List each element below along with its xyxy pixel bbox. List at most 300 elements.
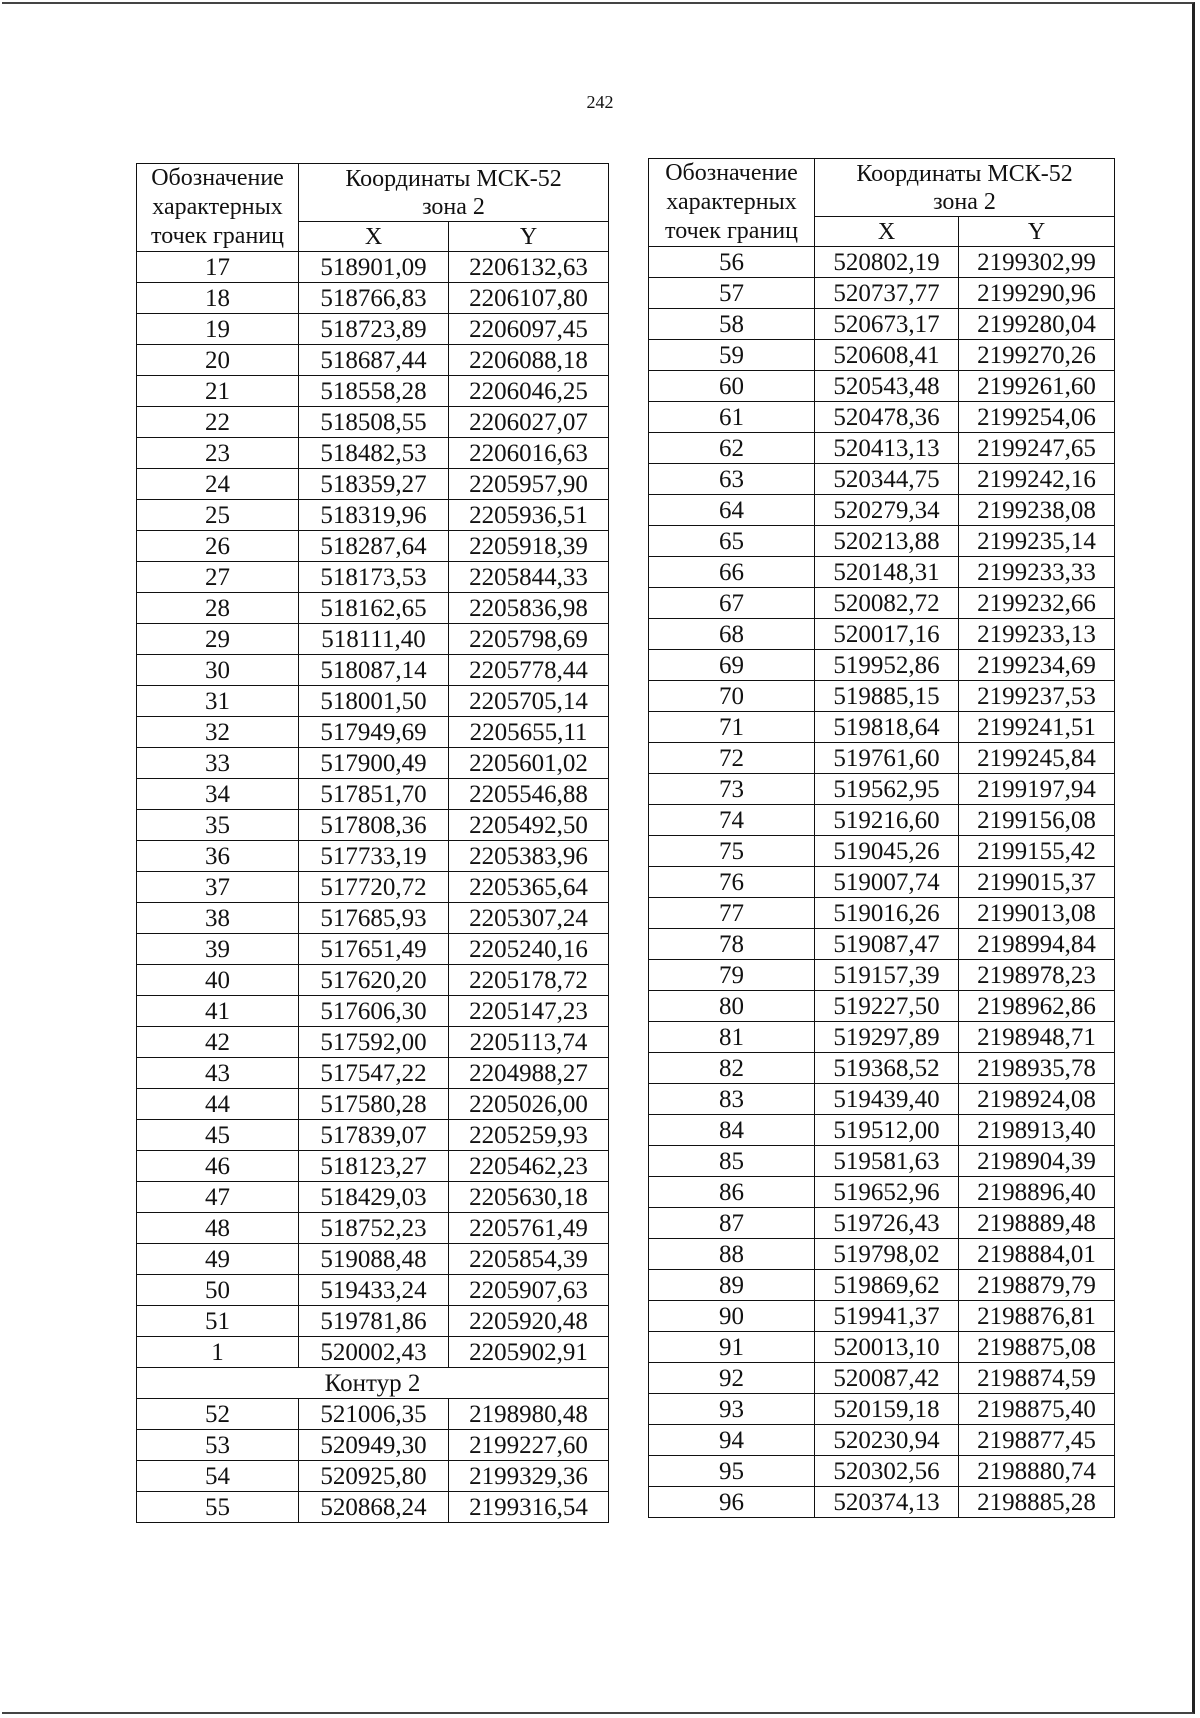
x-coordinate-cell: 519087,47	[815, 929, 959, 960]
table-row	[649, 1270, 1115, 1301]
table-row	[137, 1244, 609, 1275]
y-coordinate-cell: 2199234,69	[959, 650, 1115, 681]
point-id-cell: 77	[649, 898, 815, 929]
table-row	[137, 252, 609, 283]
x-coordinate-cell: 518162,65	[299, 593, 449, 624]
x-coordinate-cell: 520344,75	[815, 464, 959, 495]
y-coordinate-cell: 2198935,78	[959, 1053, 1115, 1084]
point-id-cell: 83	[649, 1084, 815, 1115]
x-coordinate-cell: 520002,43	[299, 1337, 449, 1368]
y-coordinate-cell: 2205778,44	[449, 655, 609, 686]
x-coordinate-cell: 519781,86	[299, 1306, 449, 1337]
table-row	[649, 805, 1115, 836]
table-row	[649, 1239, 1115, 1270]
table-row	[649, 1053, 1115, 1084]
table-row	[649, 464, 1115, 495]
point-id-cell: 32	[137, 717, 299, 748]
y-coordinate-cell: 2198889,48	[959, 1208, 1115, 1239]
table-row	[137, 965, 609, 996]
x-coordinate-cell: 518123,27	[299, 1151, 449, 1182]
point-id-cell: 54	[137, 1461, 299, 1492]
y-coordinate-cell: 2205920,48	[449, 1306, 609, 1337]
table-row	[649, 526, 1115, 557]
table-row	[137, 1213, 609, 1244]
x-coordinate-cell: 519562,95	[815, 774, 959, 805]
y-coordinate-cell: 2199013,08	[959, 898, 1115, 929]
x-coordinate-cell: 520230,94	[815, 1425, 959, 1456]
point-id-cell: 85	[649, 1146, 815, 1177]
table-row	[137, 779, 609, 810]
y-coordinate-cell: 2199237,53	[959, 681, 1115, 712]
x-coordinate-cell: 519941,37	[815, 1301, 959, 1332]
y-coordinate-cell: 2205601,02	[449, 748, 609, 779]
table-row	[137, 934, 609, 965]
y-coordinate-cell: 2205655,11	[449, 717, 609, 748]
table-row	[137, 717, 609, 748]
y-coordinate-cell: 2199280,04	[959, 309, 1115, 340]
point-id-cell: 95	[649, 1456, 815, 1487]
y-coordinate-cell: 2205492,50	[449, 810, 609, 841]
point-id-cell: 70	[649, 681, 815, 712]
y-coordinate-cell: 2205844,33	[449, 562, 609, 593]
point-id-cell: 40	[137, 965, 299, 996]
point-id-cell: 41	[137, 996, 299, 1027]
table-row	[137, 1182, 609, 1213]
table-row	[649, 278, 1115, 309]
x-coordinate-cell: 518901,09	[299, 252, 449, 283]
point-id-cell: 51	[137, 1306, 299, 1337]
point-id-cell: 18	[137, 283, 299, 314]
point-id-cell: 27	[137, 562, 299, 593]
point-id-cell: 38	[137, 903, 299, 934]
point-id-cell: 84	[649, 1115, 815, 1146]
y-coordinate-cell: 2205705,14	[449, 686, 609, 717]
point-id-cell: 21	[137, 376, 299, 407]
x-coordinate-cell: 517808,36	[299, 810, 449, 841]
table-row	[137, 624, 609, 655]
y-coordinate-cell: 2206088,18	[449, 345, 609, 376]
x-coordinate-cell: 519581,63	[815, 1146, 959, 1177]
x-coordinate-cell: 519652,96	[815, 1177, 959, 1208]
point-id-cell: 28	[137, 593, 299, 624]
y-coordinate-cell: 2205240,16	[449, 934, 609, 965]
table-row	[137, 531, 609, 562]
y-coordinate-cell: 2205918,39	[449, 531, 609, 562]
x-coordinate-cell: 517580,28	[299, 1089, 449, 1120]
x-coordinate-cell: 519045,26	[815, 836, 959, 867]
x-coordinate-cell: 520148,31	[815, 557, 959, 588]
table-row	[649, 371, 1115, 402]
table-row	[649, 1487, 1115, 1518]
x-coordinate-cell: 518723,89	[299, 314, 449, 345]
table-row	[137, 1306, 609, 1337]
table-row	[649, 650, 1115, 681]
table-row	[137, 810, 609, 841]
x-coordinate-cell: 520159,18	[815, 1394, 959, 1425]
header-coordinates: Координаты МСК-52 зона 2	[815, 159, 1115, 217]
y-coordinate-cell: 2198875,08	[959, 1332, 1115, 1363]
point-id-cell: 60	[649, 371, 815, 402]
point-id-cell: 74	[649, 805, 815, 836]
point-id-cell: 1	[137, 1337, 299, 1368]
x-coordinate-cell: 517606,30	[299, 996, 449, 1027]
y-coordinate-cell: 2205383,96	[449, 841, 609, 872]
point-id-cell: 75	[649, 836, 815, 867]
y-coordinate-cell: 2198874,59	[959, 1363, 1115, 1394]
y-coordinate-cell: 2199241,51	[959, 712, 1115, 743]
point-id-cell: 62	[649, 433, 815, 464]
point-id-cell: 56	[649, 247, 815, 278]
x-coordinate-cell: 518482,53	[299, 438, 449, 469]
point-id-cell: 96	[649, 1487, 815, 1518]
y-coordinate-cell: 2199329,36	[449, 1461, 609, 1492]
table-row	[649, 712, 1115, 743]
point-id-cell: 80	[649, 991, 815, 1022]
table-row	[649, 1177, 1115, 1208]
x-coordinate-cell: 517651,49	[299, 934, 449, 965]
x-coordinate-cell: 519952,86	[815, 650, 959, 681]
table-row	[649, 619, 1115, 650]
y-coordinate-cell: 2198876,81	[959, 1301, 1115, 1332]
y-coordinate-cell: 2198978,23	[959, 960, 1115, 991]
y-coordinate-cell: 2198962,86	[959, 991, 1115, 1022]
point-id-cell: 49	[137, 1244, 299, 1275]
x-coordinate-cell: 517685,93	[299, 903, 449, 934]
x-coordinate-cell: 517839,07	[299, 1120, 449, 1151]
table-row	[137, 407, 609, 438]
y-coordinate-cell: 2199235,14	[959, 526, 1115, 557]
point-id-cell: 86	[649, 1177, 815, 1208]
table-row	[649, 1425, 1115, 1456]
header-x: X	[299, 222, 449, 252]
table-row	[649, 1115, 1115, 1146]
table-row	[137, 593, 609, 624]
x-coordinate-cell: 518287,64	[299, 531, 449, 562]
y-coordinate-cell: 2199302,99	[959, 247, 1115, 278]
table-row	[649, 1394, 1115, 1425]
point-id-cell: 57	[649, 278, 815, 309]
y-coordinate-cell: 2198904,39	[959, 1146, 1115, 1177]
table-row	[649, 991, 1115, 1022]
x-coordinate-cell: 518508,55	[299, 407, 449, 438]
contour-separator-row	[137, 1368, 609, 1399]
table-row	[649, 681, 1115, 712]
table-row	[137, 1430, 609, 1461]
y-coordinate-cell: 2205462,23	[449, 1151, 609, 1182]
point-id-cell: 55	[137, 1492, 299, 1523]
x-coordinate-cell: 520013,10	[815, 1332, 959, 1363]
x-coordinate-cell: 518766,83	[299, 283, 449, 314]
table-row	[649, 1456, 1115, 1487]
y-coordinate-cell: 2206016,63	[449, 438, 609, 469]
x-coordinate-cell: 517620,20	[299, 965, 449, 996]
y-coordinate-cell: 2205836,98	[449, 593, 609, 624]
y-coordinate-cell: 2199233,33	[959, 557, 1115, 588]
y-coordinate-cell: 2204988,27	[449, 1058, 609, 1089]
table-row	[649, 340, 1115, 371]
coordinates-table-right	[648, 158, 1115, 1518]
y-coordinate-cell: 2198875,40	[959, 1394, 1115, 1425]
y-coordinate-cell: 2205259,93	[449, 1120, 609, 1151]
point-id-cell: 33	[137, 748, 299, 779]
header-point-label: Обозначение характерных точек границ	[137, 164, 299, 252]
x-coordinate-cell: 520213,88	[815, 526, 959, 557]
x-coordinate-cell: 519227,50	[815, 991, 959, 1022]
header-coordinates: Координаты МСК-52 зона 2	[299, 164, 609, 222]
y-coordinate-cell: 2199238,08	[959, 495, 1115, 526]
y-coordinate-cell: 2206046,25	[449, 376, 609, 407]
y-coordinate-cell: 2199233,13	[959, 619, 1115, 650]
point-id-cell: 24	[137, 469, 299, 500]
table-row	[137, 1337, 609, 1368]
header-y: Y	[959, 217, 1115, 247]
point-id-cell: 46	[137, 1151, 299, 1182]
point-id-cell: 47	[137, 1182, 299, 1213]
y-coordinate-cell: 2199242,16	[959, 464, 1115, 495]
x-coordinate-cell: 519088,48	[299, 1244, 449, 1275]
x-coordinate-cell: 520673,17	[815, 309, 959, 340]
table-row	[649, 743, 1115, 774]
x-coordinate-cell: 520302,56	[815, 1456, 959, 1487]
point-id-cell: 64	[649, 495, 815, 526]
x-coordinate-cell: 520925,80	[299, 1461, 449, 1492]
y-coordinate-cell: 2198885,28	[959, 1487, 1115, 1518]
y-coordinate-cell: 2198924,08	[959, 1084, 1115, 1115]
y-coordinate-cell: 2199015,37	[959, 867, 1115, 898]
y-coordinate-cell: 2199232,66	[959, 588, 1115, 619]
x-coordinate-cell: 519157,39	[815, 960, 959, 991]
coordinates-table-left	[136, 163, 609, 1523]
point-id-cell: 76	[649, 867, 815, 898]
point-id-cell: 68	[649, 619, 815, 650]
table-row	[137, 1399, 609, 1430]
point-id-cell: 30	[137, 655, 299, 686]
x-coordinate-cell: 519761,60	[815, 743, 959, 774]
table-row	[137, 1275, 609, 1306]
point-id-cell: 61	[649, 402, 815, 433]
y-coordinate-cell: 2199316,54	[449, 1492, 609, 1523]
contour-label: Контур 2	[137, 1368, 609, 1399]
table-row	[137, 903, 609, 934]
x-coordinate-cell: 519798,02	[815, 1239, 959, 1270]
point-id-cell: 45	[137, 1120, 299, 1151]
table-row	[649, 1301, 1115, 1332]
page-number: 242	[586, 92, 614, 112]
x-coordinate-cell: 520478,36	[815, 402, 959, 433]
y-coordinate-cell: 2205546,88	[449, 779, 609, 810]
x-coordinate-cell: 520279,34	[815, 495, 959, 526]
y-coordinate-cell: 2205907,63	[449, 1275, 609, 1306]
x-coordinate-cell: 521006,35	[299, 1399, 449, 1430]
point-id-cell: 63	[649, 464, 815, 495]
x-coordinate-cell: 517592,00	[299, 1027, 449, 1058]
point-id-cell: 65	[649, 526, 815, 557]
x-coordinate-cell: 518111,40	[299, 624, 449, 655]
x-coordinate-cell: 520868,24	[299, 1492, 449, 1523]
y-coordinate-cell: 2198980,48	[449, 1399, 609, 1430]
table-row	[137, 283, 609, 314]
x-coordinate-cell: 519885,15	[815, 681, 959, 712]
point-id-cell: 89	[649, 1270, 815, 1301]
table-row	[137, 1058, 609, 1089]
point-id-cell: 26	[137, 531, 299, 562]
point-id-cell: 59	[649, 340, 815, 371]
table-row	[649, 960, 1115, 991]
y-coordinate-cell: 2205178,72	[449, 965, 609, 996]
point-id-cell: 37	[137, 872, 299, 903]
y-coordinate-cell: 2199254,06	[959, 402, 1115, 433]
y-coordinate-cell: 2205902,91	[449, 1337, 609, 1368]
point-id-cell: 58	[649, 309, 815, 340]
y-coordinate-cell: 2198884,01	[959, 1239, 1115, 1270]
x-coordinate-cell: 518558,28	[299, 376, 449, 407]
x-coordinate-cell: 519216,60	[815, 805, 959, 836]
x-coordinate-cell: 520608,41	[815, 340, 959, 371]
table-row	[137, 345, 609, 376]
table-row	[137, 748, 609, 779]
point-id-cell: 69	[649, 650, 815, 681]
table-row	[649, 929, 1115, 960]
x-coordinate-cell: 518359,27	[299, 469, 449, 500]
y-coordinate-cell: 2206097,45	[449, 314, 609, 345]
table-row	[137, 1120, 609, 1151]
point-id-cell: 25	[137, 500, 299, 531]
x-coordinate-cell: 517900,49	[299, 748, 449, 779]
header-x: X	[815, 217, 959, 247]
x-coordinate-cell: 518319,96	[299, 500, 449, 531]
x-coordinate-cell: 519368,52	[815, 1053, 959, 1084]
point-id-cell: 53	[137, 1430, 299, 1461]
point-id-cell: 66	[649, 557, 815, 588]
y-coordinate-cell: 2198879,79	[959, 1270, 1115, 1301]
x-coordinate-cell: 517949,69	[299, 717, 449, 748]
header-point-label: Обозначение характерных точек границ	[649, 159, 815, 247]
table-row	[137, 562, 609, 593]
table-row	[649, 867, 1115, 898]
point-id-cell: 94	[649, 1425, 815, 1456]
x-coordinate-cell: 517851,70	[299, 779, 449, 810]
table-row	[137, 1492, 609, 1523]
y-coordinate-cell: 2206132,63	[449, 252, 609, 283]
y-coordinate-cell: 2205761,49	[449, 1213, 609, 1244]
table-row	[137, 1461, 609, 1492]
point-id-cell: 31	[137, 686, 299, 717]
table-row	[649, 1208, 1115, 1239]
table-row	[649, 1022, 1115, 1053]
table-row	[649, 774, 1115, 805]
y-coordinate-cell: 2198896,40	[959, 1177, 1115, 1208]
x-coordinate-cell: 519007,74	[815, 867, 959, 898]
table-row	[137, 841, 609, 872]
x-coordinate-cell: 520737,77	[815, 278, 959, 309]
x-coordinate-cell: 519818,64	[815, 712, 959, 743]
point-id-cell: 92	[649, 1363, 815, 1394]
y-coordinate-cell: 2198913,40	[959, 1115, 1115, 1146]
x-coordinate-cell: 520017,16	[815, 619, 959, 650]
y-coordinate-cell: 2199156,08	[959, 805, 1115, 836]
point-id-cell: 36	[137, 841, 299, 872]
point-id-cell: 48	[137, 1213, 299, 1244]
y-coordinate-cell: 2205630,18	[449, 1182, 609, 1213]
y-coordinate-cell: 2199247,65	[959, 433, 1115, 464]
y-coordinate-cell: 2199197,94	[959, 774, 1115, 805]
y-coordinate-cell: 2198948,71	[959, 1022, 1115, 1053]
x-coordinate-cell: 519439,40	[815, 1084, 959, 1115]
x-coordinate-cell: 518173,53	[299, 562, 449, 593]
y-coordinate-cell: 2206107,80	[449, 283, 609, 314]
table-row	[649, 1363, 1115, 1394]
y-coordinate-cell: 2205365,64	[449, 872, 609, 903]
table-row	[137, 314, 609, 345]
y-coordinate-cell: 2199290,96	[959, 278, 1115, 309]
point-id-cell: 50	[137, 1275, 299, 1306]
x-coordinate-cell: 518687,44	[299, 345, 449, 376]
table-row	[137, 469, 609, 500]
y-coordinate-cell: 2198994,84	[959, 929, 1115, 960]
table-row	[649, 309, 1115, 340]
point-id-cell: 29	[137, 624, 299, 655]
y-coordinate-cell: 2199270,26	[959, 340, 1115, 371]
table-row	[137, 500, 609, 531]
x-coordinate-cell: 517733,19	[299, 841, 449, 872]
y-coordinate-cell: 2205113,74	[449, 1027, 609, 1058]
y-coordinate-cell: 2205798,69	[449, 624, 609, 655]
point-id-cell: 35	[137, 810, 299, 841]
table-row	[137, 996, 609, 1027]
point-id-cell: 34	[137, 779, 299, 810]
y-coordinate-cell: 2198880,74	[959, 1456, 1115, 1487]
point-id-cell: 42	[137, 1027, 299, 1058]
header-y: Y	[449, 222, 609, 252]
x-coordinate-cell: 518001,50	[299, 686, 449, 717]
y-coordinate-cell: 2205854,39	[449, 1244, 609, 1275]
point-id-cell: 19	[137, 314, 299, 345]
table-row	[137, 872, 609, 903]
x-coordinate-cell: 520543,48	[815, 371, 959, 402]
point-id-cell: 17	[137, 252, 299, 283]
y-coordinate-cell: 2199155,42	[959, 836, 1115, 867]
table-row	[137, 376, 609, 407]
y-coordinate-cell: 2206027,07	[449, 407, 609, 438]
table-row	[137, 655, 609, 686]
x-coordinate-cell: 520087,42	[815, 1363, 959, 1394]
x-coordinate-cell: 518087,14	[299, 655, 449, 686]
x-coordinate-cell: 519297,89	[815, 1022, 959, 1053]
table-row	[649, 247, 1115, 278]
x-coordinate-cell: 519869,62	[815, 1270, 959, 1301]
point-id-cell: 90	[649, 1301, 815, 1332]
x-coordinate-cell: 520413,13	[815, 433, 959, 464]
table-row	[137, 1027, 609, 1058]
point-id-cell: 67	[649, 588, 815, 619]
y-coordinate-cell: 2199245,84	[959, 743, 1115, 774]
point-id-cell: 22	[137, 407, 299, 438]
point-id-cell: 44	[137, 1089, 299, 1120]
y-coordinate-cell: 2198877,45	[959, 1425, 1115, 1456]
x-coordinate-cell: 518429,03	[299, 1182, 449, 1213]
table-row	[137, 438, 609, 469]
point-id-cell: 20	[137, 345, 299, 376]
point-id-cell: 82	[649, 1053, 815, 1084]
table-row	[649, 495, 1115, 526]
table-row	[649, 836, 1115, 867]
point-id-cell: 81	[649, 1022, 815, 1053]
table-row	[649, 433, 1115, 464]
point-id-cell: 43	[137, 1058, 299, 1089]
x-coordinate-cell: 517547,22	[299, 1058, 449, 1089]
x-coordinate-cell: 520802,19	[815, 247, 959, 278]
table-row	[649, 557, 1115, 588]
